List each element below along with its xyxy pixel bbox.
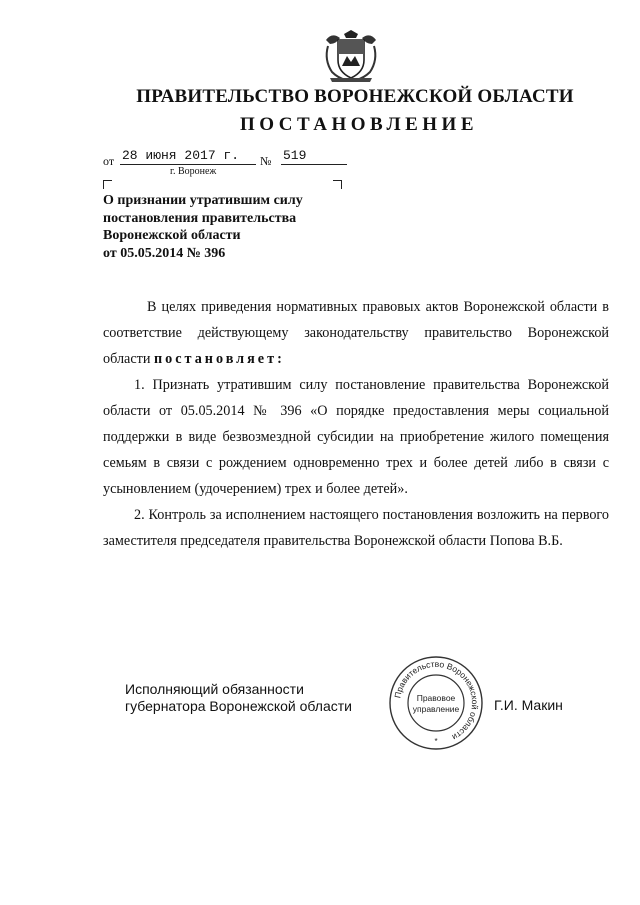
document-date: 28 июня 2017 г. xyxy=(120,148,256,165)
city-label: г. Воронеж xyxy=(170,166,217,177)
item-2-paragraph: 2. Контроль за исполнением настоящего постановления возложить на первого заместителя председателя правительства Воронежской области Попова В.Б. xyxy=(103,507,609,549)
position-line: Исполняющий обязанности xyxy=(125,681,304,697)
preamble-paragraph xyxy=(103,294,609,372)
signatory-name: Г.И. Макин xyxy=(494,697,563,713)
subject-corner-left xyxy=(103,180,112,189)
organization-title: ПРАВИТЕЛЬСТВО ВОРОНЕЖСКОЙ ОБЛАСТИ xyxy=(136,86,574,107)
document-body xyxy=(103,294,609,554)
subject-line: от 05.05.2014 № 396 xyxy=(103,245,226,261)
date-prefix: от xyxy=(103,154,115,168)
stamp-inner-line: управление xyxy=(412,704,460,714)
subject-line: постановления правительства xyxy=(103,210,297,226)
signatory-position xyxy=(125,681,352,715)
subject-line: Воронежской области xyxy=(103,228,241,243)
preamble-text: В целях приведения нормативных правовых актов Воронежской области в соответствие действующему законодательству правительство Воронежской области xyxy=(103,299,609,367)
resolves-word: постановляет xyxy=(153,351,278,367)
official-stamp-icon xyxy=(388,655,484,751)
subject-line: О признании утратившим силу xyxy=(103,193,303,208)
stamp-outer-text: Правительство Воронежской области xyxy=(392,658,481,743)
subject-corner-right xyxy=(333,180,342,189)
stamp-inner-line: Правовое xyxy=(416,693,456,703)
document-number: 519 xyxy=(281,148,347,165)
coat-of-arms-icon xyxy=(320,30,382,84)
stamp-star: * xyxy=(434,737,438,746)
document-type-title: ПОСТАНОВЛЕНИЕ xyxy=(239,114,479,135)
position-line: губернатора Воронежской области xyxy=(125,698,352,714)
preamble-colon: : xyxy=(277,351,282,367)
item-1-paragraph: 1. Признать утратившим силу постановление правительства Воронежской области от 05.05.2014 № 396 «О порядке предоставления меры социальной поддержки в виде безвозмездной субсидии на приобретение жилого помещения семьям в связи с рождением одновременно трех и более детей либо в связи с усыновлением (удочерением) трех и более детей». xyxy=(103,377,609,497)
number-prefix: № xyxy=(260,154,272,168)
document-subject xyxy=(103,192,363,262)
